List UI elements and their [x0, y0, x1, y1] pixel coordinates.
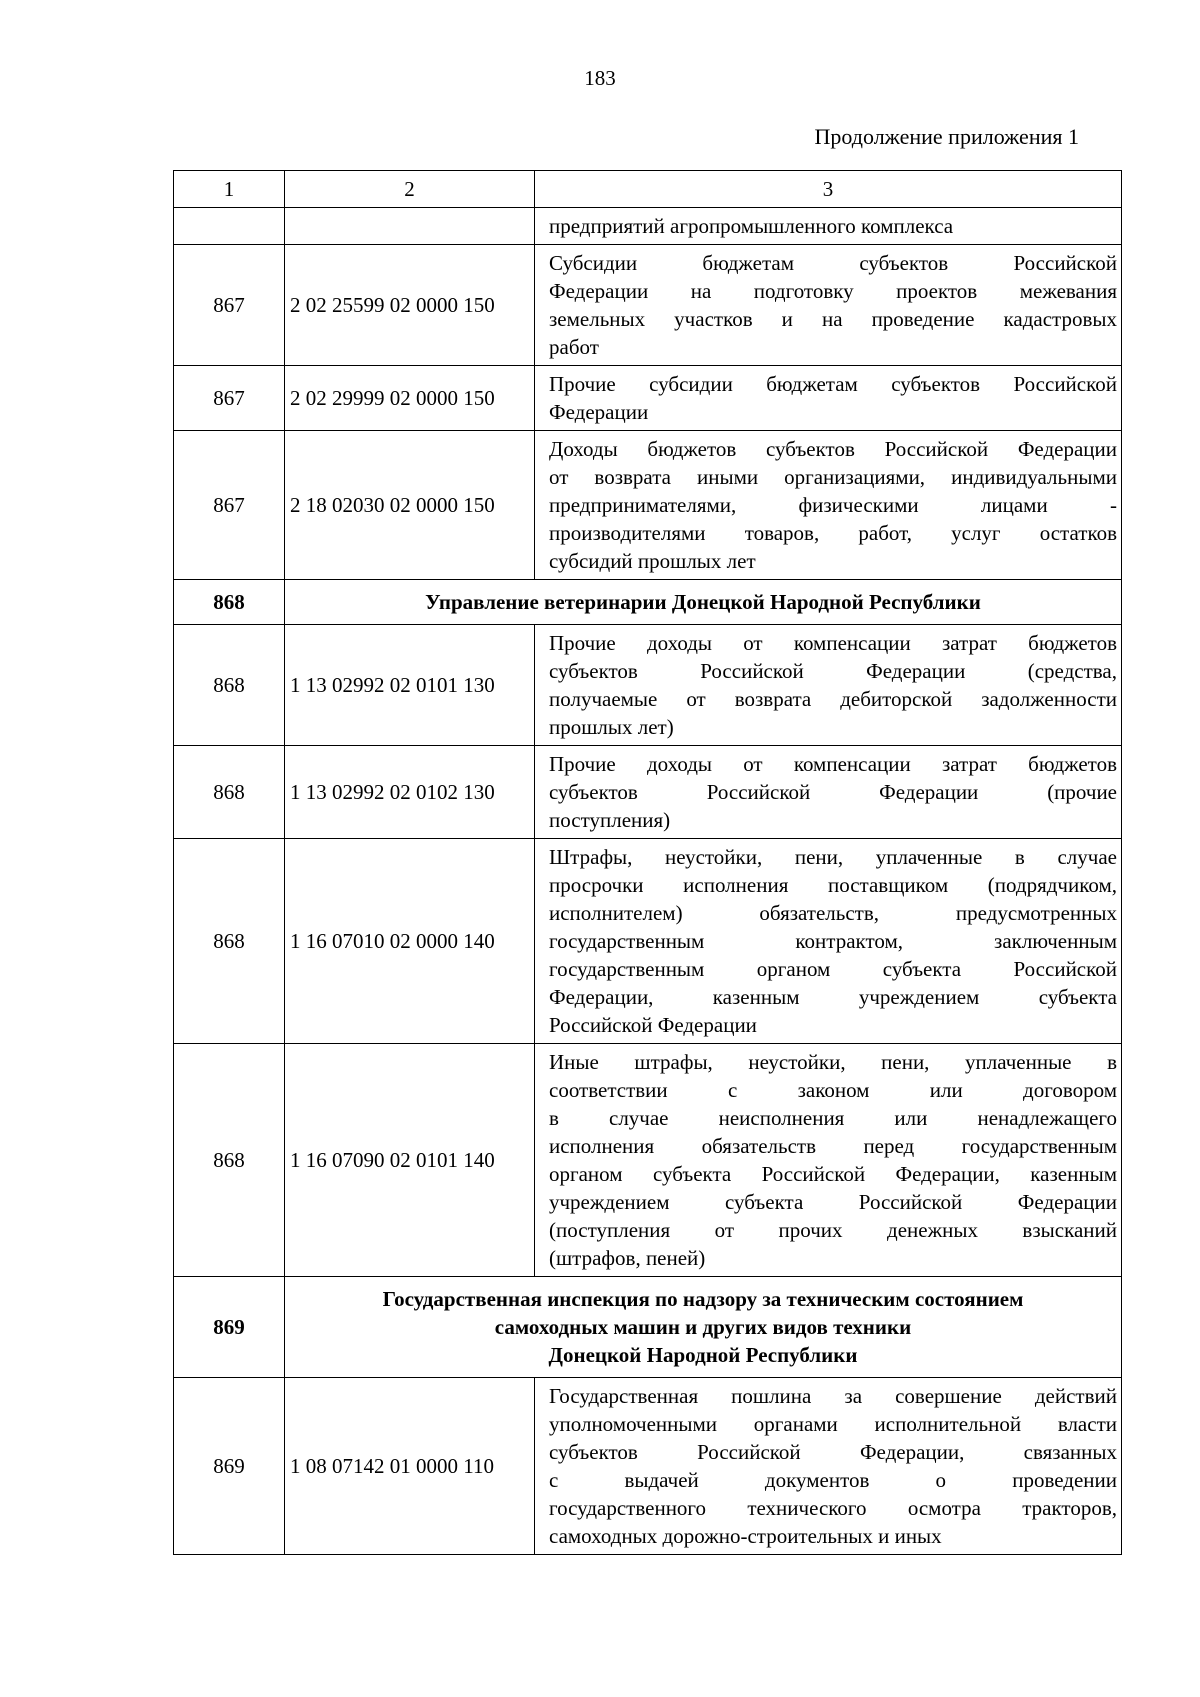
- description-line: земельных участков и на проведение кадастровых: [549, 307, 1117, 331]
- description-line: (поступления от прочих денежных взысканий: [549, 1218, 1117, 1242]
- admin-code-cell: 868: [174, 746, 285, 839]
- revenue-description-cell: [535, 746, 1122, 839]
- description-line: производителями товаров, работ, услуг остатков: [549, 521, 1117, 545]
- budget-classification-code-cell: 2 18 02030 02 0000 150: [285, 431, 535, 580]
- revenue-description-cell: [535, 1378, 1122, 1555]
- section-header-row: [174, 1277, 1122, 1378]
- revenue-table: [173, 170, 1122, 1555]
- revenue-description-cell: [535, 839, 1122, 1044]
- table-row: [174, 208, 1122, 245]
- section-header-row: [174, 580, 1122, 625]
- description-line: уполномоченными органами исполнительной власти: [549, 1412, 1117, 1436]
- description-line: от возврата иными организациями, индивидуальными: [549, 465, 1117, 489]
- description-line: исполнения обязательств перед государственным: [549, 1134, 1117, 1158]
- header-cell-1: 1: [174, 171, 285, 208]
- description-line: поступления): [549, 808, 671, 832]
- description-line: Государственная пошлина за совершение действий: [549, 1384, 1117, 1408]
- description-line: субъектов Российской Федерации (прочие: [549, 780, 1117, 804]
- admin-code-cell: 868: [174, 1044, 285, 1277]
- section-title-line: самоходных машин и других видов техники: [494, 1315, 912, 1339]
- budget-classification-code-cell: [285, 208, 535, 245]
- description-line: Иные штрафы, неустойки, пени, уплаченные в: [549, 1050, 1117, 1074]
- table-row: [174, 625, 1122, 746]
- table-header-row: [174, 171, 1122, 208]
- section-title: [285, 580, 1122, 625]
- table-row: [174, 746, 1122, 839]
- description-line: Субсидии бюджетам субъектов Российской: [549, 251, 1117, 275]
- description-line: предпринимателями, физическими лицами -: [549, 493, 1117, 517]
- description-line: Федерации на подготовку проектов межевания: [549, 279, 1117, 303]
- section-admin-code: 869: [174, 1277, 285, 1378]
- section-title: [285, 1277, 1122, 1378]
- budget-classification-code-cell: 1 13 02992 02 0101 130: [285, 625, 535, 746]
- description-line: Доходы бюджетов субъектов Российской Федерации: [549, 437, 1117, 461]
- revenue-description-cell: [535, 366, 1122, 431]
- description-line: субъектов Российской Федерации, связанных: [549, 1440, 1117, 1464]
- description-line: субсидий прошлых лет: [549, 549, 756, 573]
- section-title-line: Управление ветеринарии Донецкой Народной Республики: [425, 590, 981, 614]
- description-line: Прочие субсидии бюджетам субъектов Российской: [549, 372, 1117, 396]
- description-line: в случае неисполнения или ненадлежащего: [549, 1106, 1117, 1130]
- admin-code-cell: 869: [174, 1378, 285, 1555]
- admin-code-cell: 867: [174, 366, 285, 431]
- table-row: [174, 431, 1122, 580]
- description-line: работ: [549, 335, 599, 359]
- header-cell-2: 2: [285, 171, 535, 208]
- revenue-description-cell: [535, 245, 1122, 366]
- table-row: [174, 839, 1122, 1044]
- description-line: Российской Федерации: [549, 1013, 757, 1037]
- admin-code-cell: 868: [174, 625, 285, 746]
- revenue-description-cell: [535, 208, 1122, 245]
- budget-classification-code-cell: 1 08 07142 01 0000 110: [285, 1378, 535, 1555]
- table-row: [174, 245, 1122, 366]
- description-line: государственным органом субъекта Российской: [549, 957, 1117, 981]
- description-line: Федерации, казенным учреждением субъекта: [549, 985, 1117, 1009]
- budget-classification-code-cell: 1 16 07010 02 0000 140: [285, 839, 535, 1044]
- revenue-description-cell: [535, 625, 1122, 746]
- table-row: [174, 1378, 1122, 1555]
- budget-classification-code-cell: 1 16 07090 02 0101 140: [285, 1044, 535, 1277]
- description-line: (штрафов, пеней): [549, 1246, 706, 1270]
- revenue-description-cell: [535, 431, 1122, 580]
- description-line: просрочки исполнения поставщиком (подрядчиком,: [549, 873, 1117, 897]
- admin-code-cell: 867: [174, 245, 285, 366]
- admin-code-cell: [174, 208, 285, 245]
- description-line: учреждением субъекта Российской Федерации: [549, 1190, 1117, 1214]
- page-number: 183: [584, 66, 616, 90]
- table-row: [174, 1044, 1122, 1277]
- description-line: прошлых лет): [549, 715, 674, 739]
- description-line: получаемые от возврата дебиторской задолженности: [549, 687, 1117, 711]
- budget-classification-code-cell: 2 02 29999 02 0000 150: [285, 366, 535, 431]
- section-title-line: Донецкой Народной Республики: [548, 1343, 858, 1367]
- header-cell-3: 3: [535, 171, 1122, 208]
- description-line: органом субъекта Российской Федерации, казенным: [549, 1162, 1117, 1186]
- admin-code-cell: 867: [174, 431, 285, 580]
- description-line: Прочие доходы от компенсации затрат бюджетов: [549, 752, 1117, 776]
- revenue-description-cell: [535, 1044, 1122, 1277]
- description-line: предприятий агропромышленного комплекса: [549, 214, 954, 238]
- description-line: Федерации: [549, 400, 649, 424]
- appendix-continuation-title: Продолжение приложения 1: [814, 124, 1079, 149]
- section-title-line: Государственная инспекция по надзору за техническим состоянием: [382, 1287, 1024, 1311]
- description-line: Прочие доходы от компенсации затрат бюджетов: [549, 631, 1117, 655]
- description-line: государственным контрактом, заключенным: [549, 929, 1117, 953]
- description-line: исполнителем) обязательств, предусмотренных: [549, 901, 1117, 925]
- description-line: Штрафы, неустойки, пени, уплаченные в случае: [549, 845, 1117, 869]
- section-admin-code: 868: [174, 580, 285, 625]
- description-line: государственного технического осмотра тракторов,: [549, 1496, 1117, 1520]
- budget-classification-code-cell: 1 13 02992 02 0102 130: [285, 746, 535, 839]
- description-line: самоходных дорожно-строительных и иных: [549, 1524, 942, 1548]
- description-line: с выдачей документов о проведении: [549, 1468, 1117, 1492]
- table-row: [174, 366, 1122, 431]
- description-line: соответствии с законом или договором: [549, 1078, 1117, 1102]
- description-line: субъектов Российской Федерации (средства,: [549, 659, 1117, 683]
- admin-code-cell: 868: [174, 839, 285, 1044]
- budget-classification-code-cell: 2 02 25599 02 0000 150: [285, 245, 535, 366]
